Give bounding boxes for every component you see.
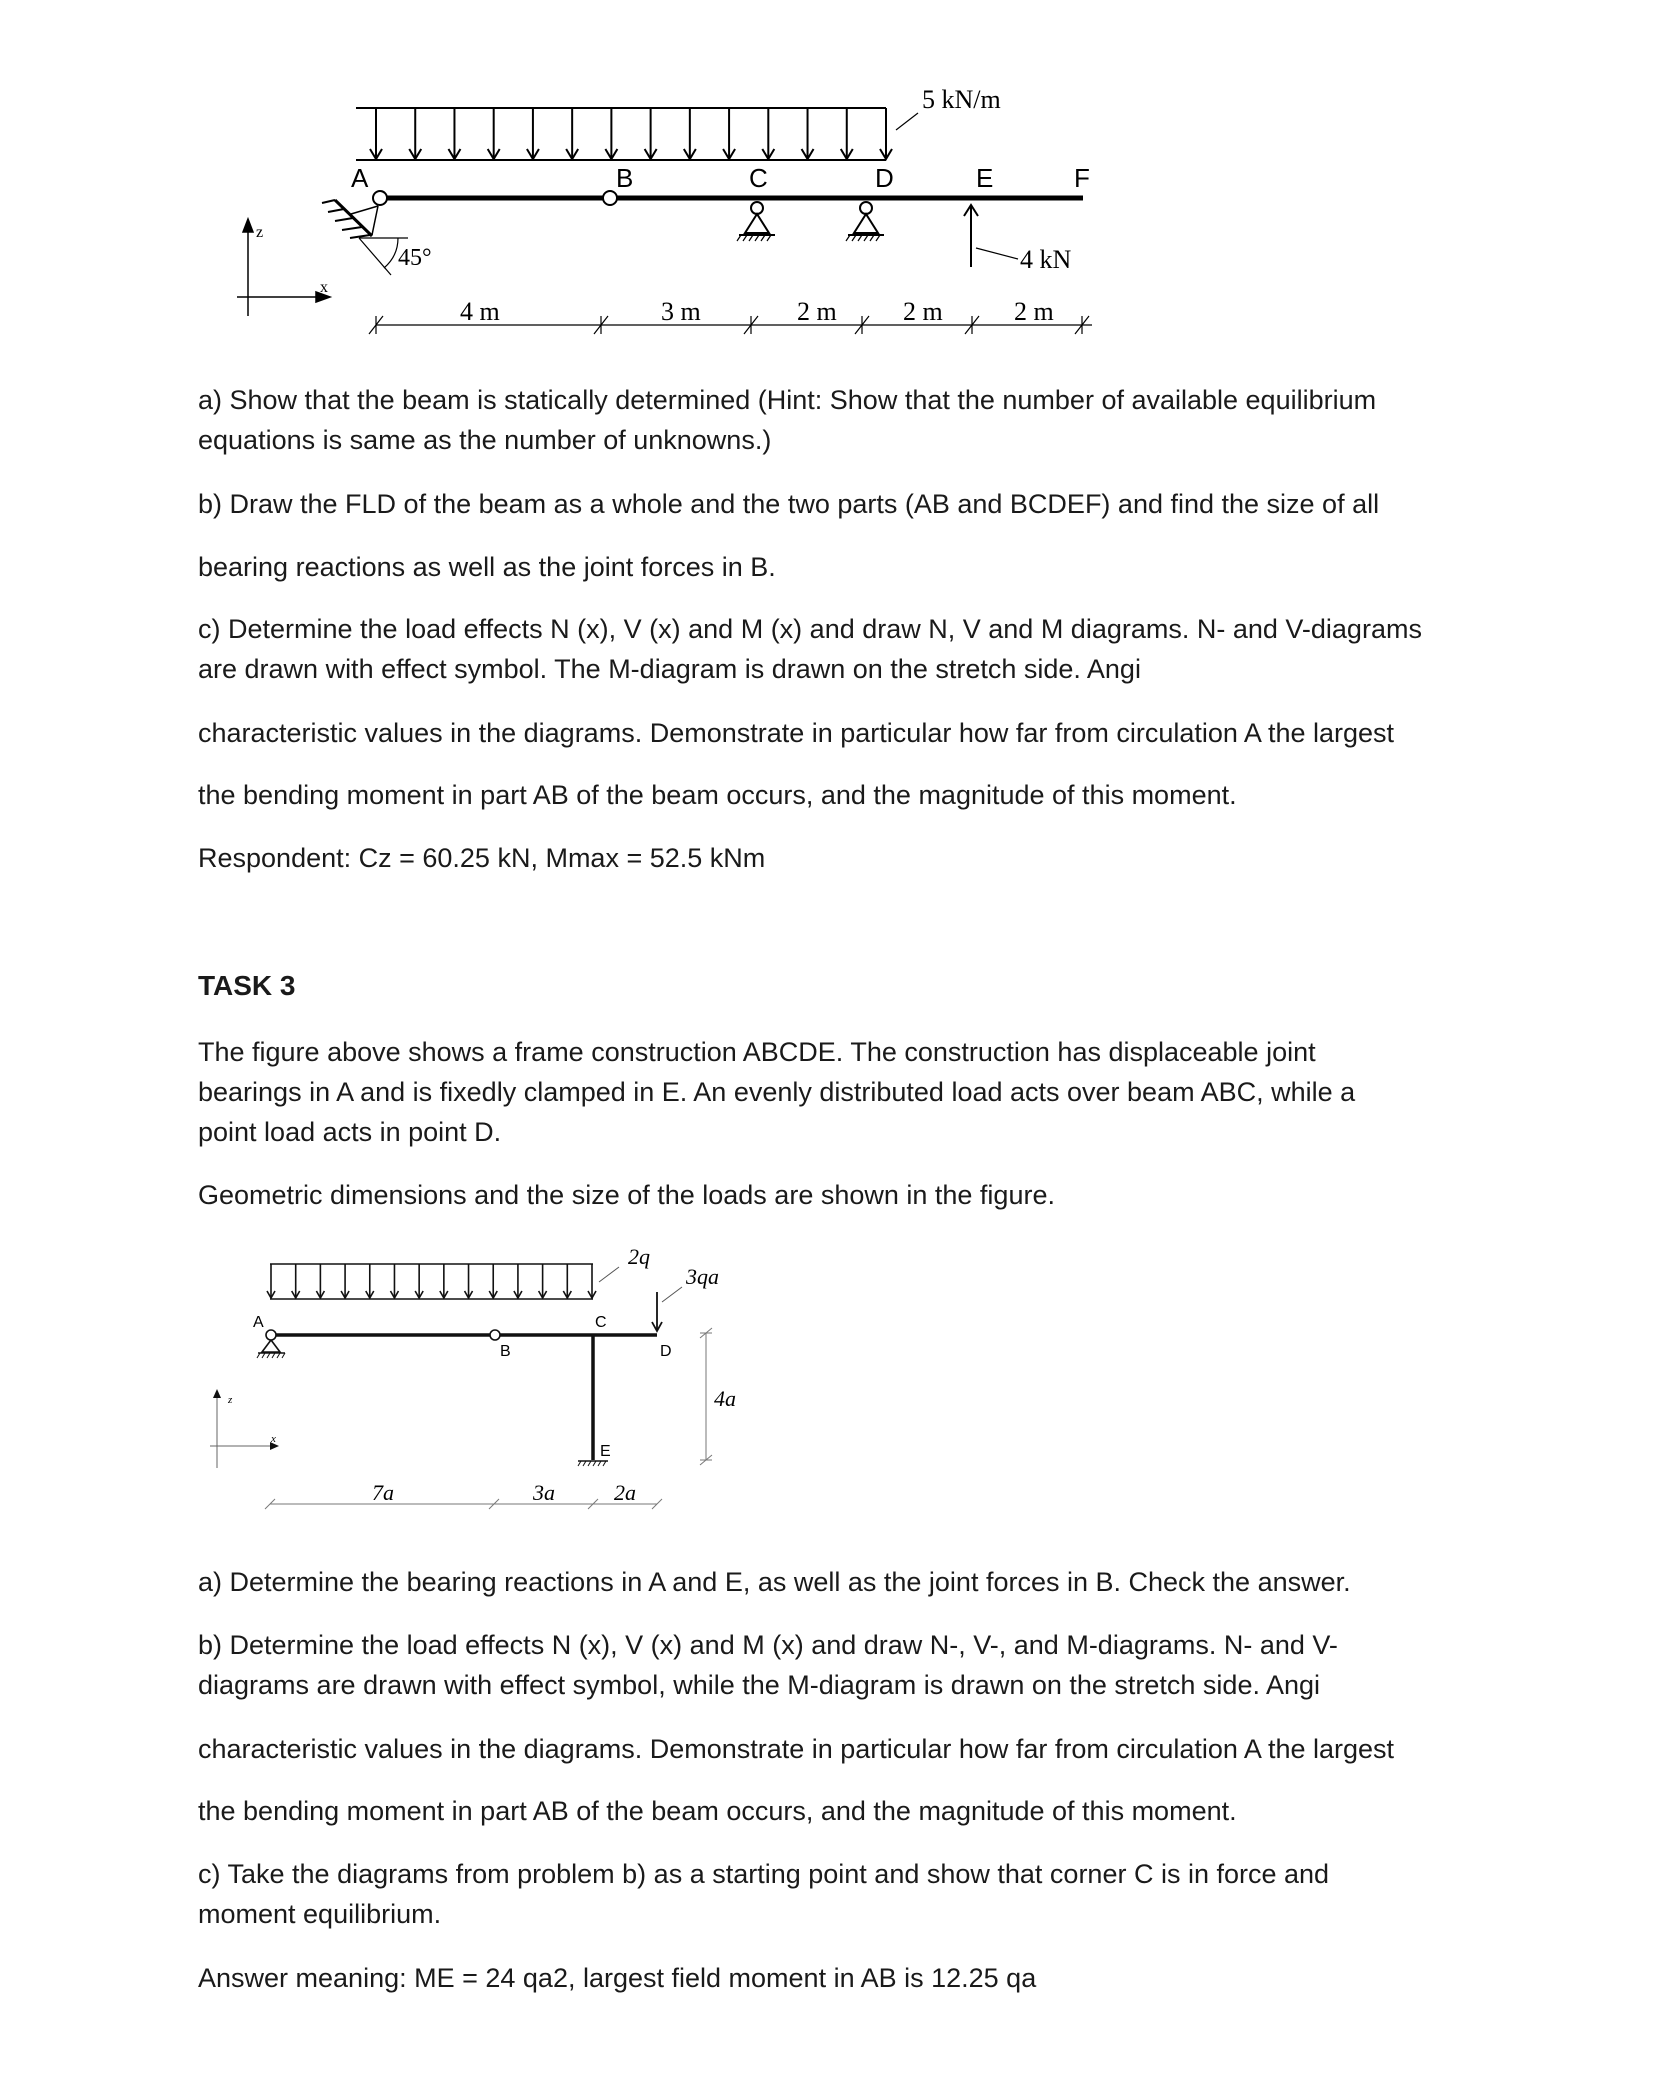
point-load-arrow [652,1287,682,1331]
node-label-c: C [595,1314,607,1331]
answer-text: Answer meaning: ME = 24 qa2, largest field moment in AB is 12.25 qa [198,1963,1037,1993]
load-arrow [684,108,696,159]
point-load-arrow [964,205,1018,267]
dimension-label: 2a [614,1480,636,1505]
height-dimension-line [700,1328,712,1465]
hinge-b [490,1330,500,1340]
load-arrow [880,108,892,159]
question-b-line: b) Determine the load effects N (x), V (x) and M (x) and draw N-, V-, and M-diagrams. N- and V- [198,1630,1338,1660]
support-e-fixed [578,1461,608,1466]
coordinate-axes [210,1389,279,1468]
coordinate-axes [237,219,330,316]
question-b-line: bearing reactions as well as the joint forces in B. [198,552,776,582]
load-arrow [390,1264,398,1298]
support-d-pinned [846,202,884,241]
question-b-line: b) Draw the FLD of the beam as a whole and the two parts (AB and BCDEF) and find the size of all [198,489,1380,519]
load-arrow [267,1264,275,1298]
load-leader-line [599,1267,619,1282]
question-b-line: characteristic values in the diagrams. Demonstrate in particular how far from circulation A the largest [198,1734,1395,1764]
question-a-line: equations is same as the number of unknowns.) [198,425,772,455]
question-c-line: characteristic values in the diagrams. Demonstrate in particular how far from circulation A the largest [198,718,1395,748]
load-arrow [566,108,578,159]
node-label-f: F [1074,163,1090,193]
question-c-line: c) Take the diagrams from problem b) as a starting point and show that corner C is in force and [198,1859,1330,1889]
hinge-a [266,1330,276,1340]
load-arrow [465,1264,473,1298]
axis-x-label: x [320,279,328,296]
dimension-label: 3a [533,1480,555,1505]
load-arrow [841,108,853,159]
question-a-line: a) Show that the beam is statically determined (Hint: Show that the number of available equilibrium [198,385,1377,415]
distributed-load [356,108,892,160]
distributed-load-label: 2q [628,1244,650,1269]
question-a-line: a) Determine the bearing reactions in A and E, as well as the joint forces in B. Check the answer. [198,1567,1351,1597]
axis-z-label: z [256,224,264,241]
load-arrow [448,108,460,159]
node-label-e: E [600,1443,611,1460]
support-c-pinned [737,202,775,241]
point-load-label: 4 kN [1020,245,1072,274]
node-label-a: A [351,163,369,193]
geometry-note: Geometric dimensions and the size of the loads are shown in the figure. [198,1180,1055,1210]
angle-label: 45° [398,245,432,271]
node-label-d: D [660,1343,672,1360]
question-b-line: the bending moment in part AB of the beam occurs, and the magnitude of this moment. [198,1796,1237,1826]
answer-text: Respondent: Cz = 60.25 kN, Mmax = 52.5 kNm [198,843,766,873]
load-arrow [527,108,539,159]
task-heading: TASK 3 [198,970,296,1001]
hinge-a [373,191,387,205]
hinge-b [603,191,617,205]
load-arrow [489,1264,497,1298]
node-label-a: A [253,1314,264,1331]
node-label-b: B [616,163,634,193]
point-load-label: 3qa [686,1264,719,1289]
load-leader-line [896,113,918,130]
load-arrow [366,1264,374,1298]
axis-x-label: x [271,1433,276,1445]
question-c-line: are drawn with effect symbol. The M-diagram is drawn on the stretch side. Angi [198,654,1141,684]
node-label-c: C [749,163,768,193]
axis-z-label: z [228,1394,233,1406]
load-arrow [563,1264,571,1298]
load-arrow [341,1264,349,1298]
support-a-roller [257,1340,285,1358]
load-arrow [588,1264,596,1298]
load-arrow [514,1264,522,1298]
load-arrow [762,108,774,159]
node-label-b: B [500,1343,511,1360]
dimension-label: 7a [372,1480,394,1505]
dimension-label: 3 m [661,297,701,326]
load-arrow [802,108,814,159]
load-arrow [488,108,500,159]
dimension-label: 2 m [1014,297,1054,326]
intro-line: The figure above shows a frame construction ABCDE. The construction has displaceable joint [198,1037,1316,1067]
load-arrow [292,1264,300,1298]
load-arrow [440,1264,448,1298]
question-c-line: c) Determine the load effects N (x), V (x) and M (x) and draw N, V and M diagrams. N- and V-diagrams [198,614,1422,644]
load-arrow [723,108,735,159]
frame-figure-task3 [0,1240,1654,1540]
load-arrow [539,1264,547,1298]
dimension-label: 4 m [460,297,500,326]
intro-line: point load acts in point D. [198,1117,502,1147]
question-c-line: the bending moment in part AB of the beam occurs, and the magnitude of this moment. [198,780,1237,810]
dimension-label: 2 m [797,297,837,326]
question-c-line: moment equilibrium. [198,1899,442,1929]
load-arrow [645,108,657,159]
distributed-load [267,1264,596,1299]
node-label-d: D [875,163,894,193]
load-arrow [370,108,382,159]
dimension-line [265,1499,662,1509]
question-b-line: diagrams are drawn with effect symbol, while the M-diagram is drawn on the stretch side. Angi [198,1670,1321,1700]
node-label-e: E [976,163,994,193]
load-arrow [605,108,617,159]
distributed-load-label: 5 kN/m [922,85,1001,114]
intro-line: bearings in A and is fixedly clamped in E. An evenly distributed load acts over beam ABC, while a [198,1077,1356,1107]
beam-figure-task2 [0,0,1654,360]
load-arrow [409,108,421,159]
load-arrow [415,1264,423,1298]
height-dimension-label: 4a [714,1386,736,1411]
load-arrow [316,1264,324,1298]
support-a-inclined-roller [322,200,378,238]
dimension-label: 2 m [903,297,943,326]
